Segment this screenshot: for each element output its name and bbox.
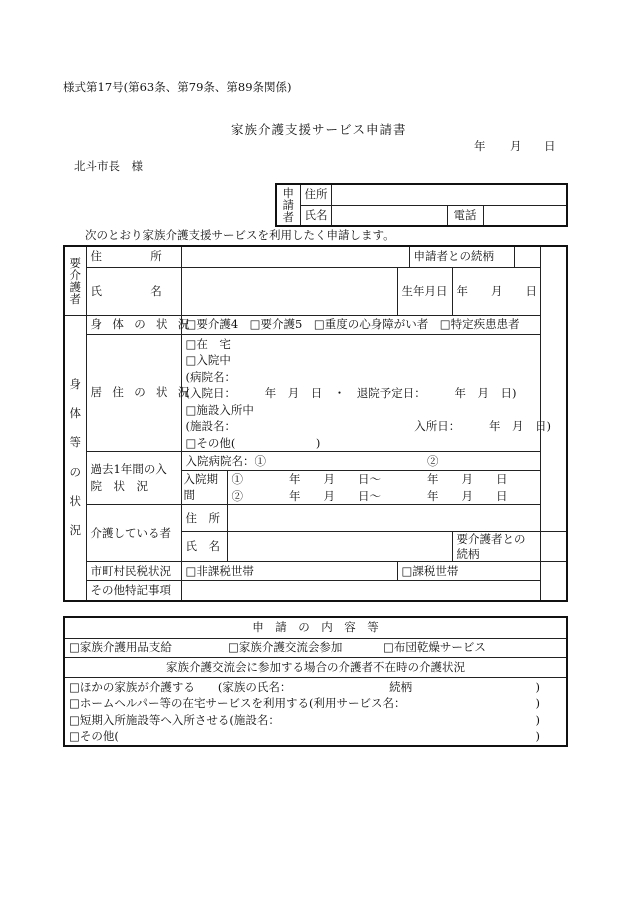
caregiver-address-field[interactable] xyxy=(227,505,541,532)
recipient-address-label: 住 所 xyxy=(86,246,181,267)
body-status-label: 身体の状況 xyxy=(86,315,181,334)
recipient-relation-field[interactable] xyxy=(514,246,541,267)
tax-option-exempt[interactable]: □非課税世帯 xyxy=(181,562,397,581)
recipient-name-field[interactable] xyxy=(181,267,397,315)
applicant-phone-field[interactable] xyxy=(483,205,567,226)
recipient-dob-label: 生年月日 xyxy=(397,267,452,315)
caregiver-relation-label: 要介護者との続柄 xyxy=(452,532,541,562)
status-section-label: 身 体 等 の 状 況 xyxy=(64,315,86,601)
caregiver-relation-field[interactable] xyxy=(541,532,568,562)
recipient-name-label: 氏 名 xyxy=(86,267,181,315)
care-line-home-helper[interactable]: □ホームヘルパー等の在宅サービスを利用する(利用サービス名： ) xyxy=(69,696,540,710)
addressee: 北斗市長 様 xyxy=(74,159,143,173)
applicant-address-label: 住所 xyxy=(300,184,331,205)
application-header: 申 請 の 内 容 等 xyxy=(64,617,567,638)
absence-care-header: 家族介護交流会に参加する場合の介護者不在時の介護状況 xyxy=(64,657,567,677)
option-futon-drying[interactable]: □布団乾燥サービス xyxy=(379,638,567,657)
notes-label: その他特記事項 xyxy=(86,581,181,601)
care-line-family[interactable]: □ほかの家族が介護する (家族の氏名： 続柄 ) xyxy=(69,679,540,694)
hospital-period-label: 入院期間 xyxy=(181,471,227,505)
main-table xyxy=(63,245,568,602)
caregiver-address-label: 住 所 xyxy=(181,505,227,532)
hospital-history-label: 過去1年間の入院 状 況 xyxy=(86,452,181,505)
applicant-phone-label: 電話 xyxy=(447,205,483,226)
form-number: 様式第17号(第63条、第79条、第89条関係) xyxy=(63,80,292,94)
recipient-address-field[interactable] xyxy=(181,246,409,267)
hospital-period-rows[interactable]: ① 年 月 日～ 年 月 日 ② 年 月 日～ 年 月 日 xyxy=(227,471,541,505)
date-day-label: 日 xyxy=(544,139,556,153)
date-month-label: 月 xyxy=(510,139,522,153)
care-recipient-label: 要 介 護 者 xyxy=(64,246,86,315)
residence-status-label: 居住の状況 xyxy=(86,334,181,452)
notes-field[interactable] xyxy=(181,581,541,601)
caregiver-label: 介護している者 xyxy=(86,505,181,562)
tax-status-label: 市町村民税状況 xyxy=(86,562,181,581)
applicant-name-field[interactable] xyxy=(331,205,447,226)
recipient-dob-value: 年 月 日 xyxy=(452,267,541,315)
applicant-name-label: 氏名 xyxy=(300,205,331,226)
care-line-short-stay[interactable]: □短期入所施設等へ入所させる(施設名： ) xyxy=(69,712,540,727)
applicant-address-field[interactable] xyxy=(331,184,567,205)
applicant-table xyxy=(275,183,568,227)
option-exchange-meeting[interactable]: □家族介護交流会参加 xyxy=(224,638,379,657)
hospital-name-row[interactable]: 入院病院名：① ② xyxy=(181,452,541,471)
date-year-label: 年 xyxy=(474,139,486,153)
page-title: 家族介護支援サービス申請書 xyxy=(231,122,407,137)
body-status-options[interactable]: □要介護4 □要介護5 □重度の心身障がい者 □特定疾患患者 xyxy=(181,315,541,334)
option-care-supplies[interactable]: □家族介護用品支給 xyxy=(64,638,224,657)
residence-status-options[interactable]: □在 宅 □入院中 (病院名： (入院日： 年 月 日 ・ 退院予定日： 年 月 日) □施設入所中 (施設名： 入所日： 年 月 日) □その他( ) xyxy=(181,334,541,452)
care-line-other[interactable]: □その他( ) xyxy=(69,729,540,743)
absence-care-options[interactable] xyxy=(64,677,567,746)
tax-option-taxed[interactable]: □課税世帯 xyxy=(397,562,541,581)
application-table xyxy=(63,616,568,747)
caregiver-name-label: 氏 名 xyxy=(181,532,227,562)
applicant-label: 申 請 者 xyxy=(276,184,300,226)
caregiver-name-field[interactable] xyxy=(227,532,452,562)
intro-text: 次のとおり家族介護支援サービスを利用したく申請します。 xyxy=(85,228,395,242)
recipient-relation-label: 申請者との続柄 xyxy=(409,246,514,267)
